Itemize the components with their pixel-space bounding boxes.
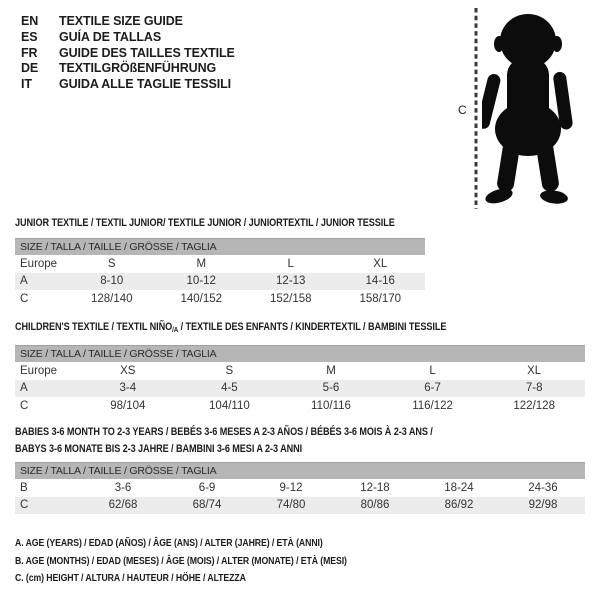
size-band-header: SIZE / TALLA / TAILLE / GRÖSSE / TAGLIA: [15, 346, 585, 363]
legend-line-b: B. AGE (MONTHS) / EDAD (MESES) / ÂGE (MOIS) / ALTER (MONATE) / ETÀ (MESI): [15, 554, 347, 567]
size-value: 68/74: [165, 497, 249, 515]
toddler-silhouette-icon: [482, 8, 578, 208]
table-row: [15, 290, 425, 308]
size-value: 5-6: [280, 380, 382, 398]
language-row: [21, 14, 235, 30]
size-band-row: [15, 346, 585, 363]
size-value: 4-5: [179, 380, 281, 398]
title-text-part: CHILDREN'S TEXTILE / TEXTIL NIÑO: [15, 321, 173, 333]
legend-line-c: C. (cm) HEIGHT / ALTURA / HAUTEUR / HÖHE / ALTEZZA: [15, 572, 246, 584]
height-dashed-line: [473, 8, 479, 209]
junior-size-table-host: [15, 238, 425, 308]
language-row: [21, 30, 235, 46]
row-label: C: [20, 399, 29, 412]
size-value: 6-9: [198, 481, 216, 494]
size-value: 62/68: [81, 497, 165, 515]
size-value: 92/98: [501, 497, 585, 515]
language-row: [21, 46, 235, 62]
size-value: 86/92: [417, 497, 501, 515]
size-value: 8-10: [67, 273, 157, 291]
size-value: XL: [373, 257, 388, 270]
size-value: 12-13: [246, 273, 336, 291]
children-size-table-host: [15, 345, 585, 415]
size-band-row: [15, 239, 425, 256]
junior-section-title: JUNIOR TEXTILE / TEXTIL JUNIOR/ TEXTILE JUNIOR / JUNIORTEXTIL / JUNIOR TESSILE: [15, 217, 395, 229]
size-value: 80/86: [333, 497, 417, 515]
size-value: 18-24: [444, 481, 474, 494]
size-value: 9-12: [279, 481, 303, 494]
babies-section-title: [15, 424, 433, 457]
row-label: B: [20, 481, 28, 494]
babies-size-table-host: [15, 462, 585, 514]
row-label: C: [20, 292, 29, 305]
size-value: 158/170: [359, 292, 402, 305]
language-code: IT: [21, 77, 32, 92]
language-title: TEXTILE SIZE GUIDE: [59, 14, 183, 28]
size-band-header: SIZE / TALLA / TAILLE / GRÖSSE / TAGLIA: [15, 463, 585, 480]
row-label: Europe: [20, 364, 58, 377]
table-row: [15, 497, 585, 515]
size-value: S: [107, 257, 116, 270]
babies-title-line-1: BABIES 3-6 MONTH TO 2-3 YEARS / BEBÉS 3-6 MESES A 2-3 AÑOS / BÉBÉS 3-6 MOIS À 2-3 ANS /: [15, 426, 433, 438]
title-subscript-part: /A: [172, 325, 179, 334]
junior-size-table: [15, 238, 425, 308]
legend-line-a: A. AGE (YEARS) / EDAD (AÑOS) / ÂGE (ANS) / ALTER (JAHRE) / ETÀ (ANNI): [15, 537, 323, 549]
height-measure-label: C: [458, 103, 467, 117]
language-title: GUIDE DES TAILLES TEXTILE: [59, 45, 235, 60]
table-row: [15, 380, 585, 398]
children-section-title: [15, 321, 446, 334]
babies-title-line-2: BABYS 3-6 MONATE BIS 2-3 JAHRE / BAMBINI 3-6 MESI A 2-3 ANNI: [15, 442, 303, 455]
language-title-list: [21, 14, 235, 93]
size-value: 116/122: [412, 399, 453, 412]
table-row: [15, 362, 585, 380]
children-size-table: [15, 345, 585, 415]
row-label: A: [15, 380, 77, 398]
language-title: GUIDA ALLE TAGLIE TESSILI: [59, 77, 232, 92]
size-value: 104/110: [209, 399, 250, 412]
size-value: 74/80: [249, 497, 333, 515]
table-row: [15, 479, 585, 497]
measure-legend: [15, 535, 415, 588]
size-band-header: SIZE / TALLA / TAILLE / GRÖSSE / TAGLIA: [15, 239, 425, 256]
language-code: EN: [21, 14, 39, 28]
language-code: DE: [21, 61, 39, 76]
size-value: 128/140: [90, 292, 133, 305]
language-title: GUÍA DE TALLAS: [59, 29, 162, 44]
size-value: 140/152: [180, 292, 223, 305]
size-value: 122/128: [513, 399, 555, 412]
language-code: FR: [21, 45, 38, 60]
row-label: A: [15, 273, 67, 291]
table-row: [15, 273, 425, 291]
size-value: 12-18: [360, 481, 390, 494]
size-value: 3-6: [114, 481, 132, 494]
size-value: L: [287, 257, 294, 270]
size-value: 98/104: [110, 399, 146, 412]
language-code: ES: [21, 29, 38, 44]
language-row: [21, 61, 235, 77]
size-value: 24-36: [528, 481, 558, 494]
title-text-part: / TEXTILE DES ENFANTS / KINDERTEXTIL / BAMBINI TESSILE: [178, 321, 447, 333]
size-value: M: [326, 364, 336, 377]
table-row: [15, 397, 585, 415]
size-value: M: [196, 257, 207, 270]
size-value: XL: [527, 364, 542, 377]
table-row: [15, 255, 425, 273]
size-value: 10-12: [157, 273, 247, 291]
language-row: [21, 77, 235, 93]
size-value: 6-7: [382, 380, 484, 398]
size-band-row: [15, 463, 585, 480]
row-label: Europe: [20, 257, 58, 270]
row-label: C: [15, 497, 81, 515]
size-value: XS: [120, 364, 136, 377]
language-title: TEXTILGRÖßENFÜHRUNG: [59, 61, 217, 76]
size-value: 14-16: [336, 273, 426, 291]
size-value: S: [225, 364, 234, 377]
size-value: 110/116: [311, 399, 351, 412]
size-value: L: [429, 364, 436, 377]
size-value: 7-8: [483, 380, 585, 398]
babies-size-table: [15, 462, 585, 514]
size-value: 152/158: [269, 292, 312, 305]
size-value: 3-4: [77, 380, 179, 398]
